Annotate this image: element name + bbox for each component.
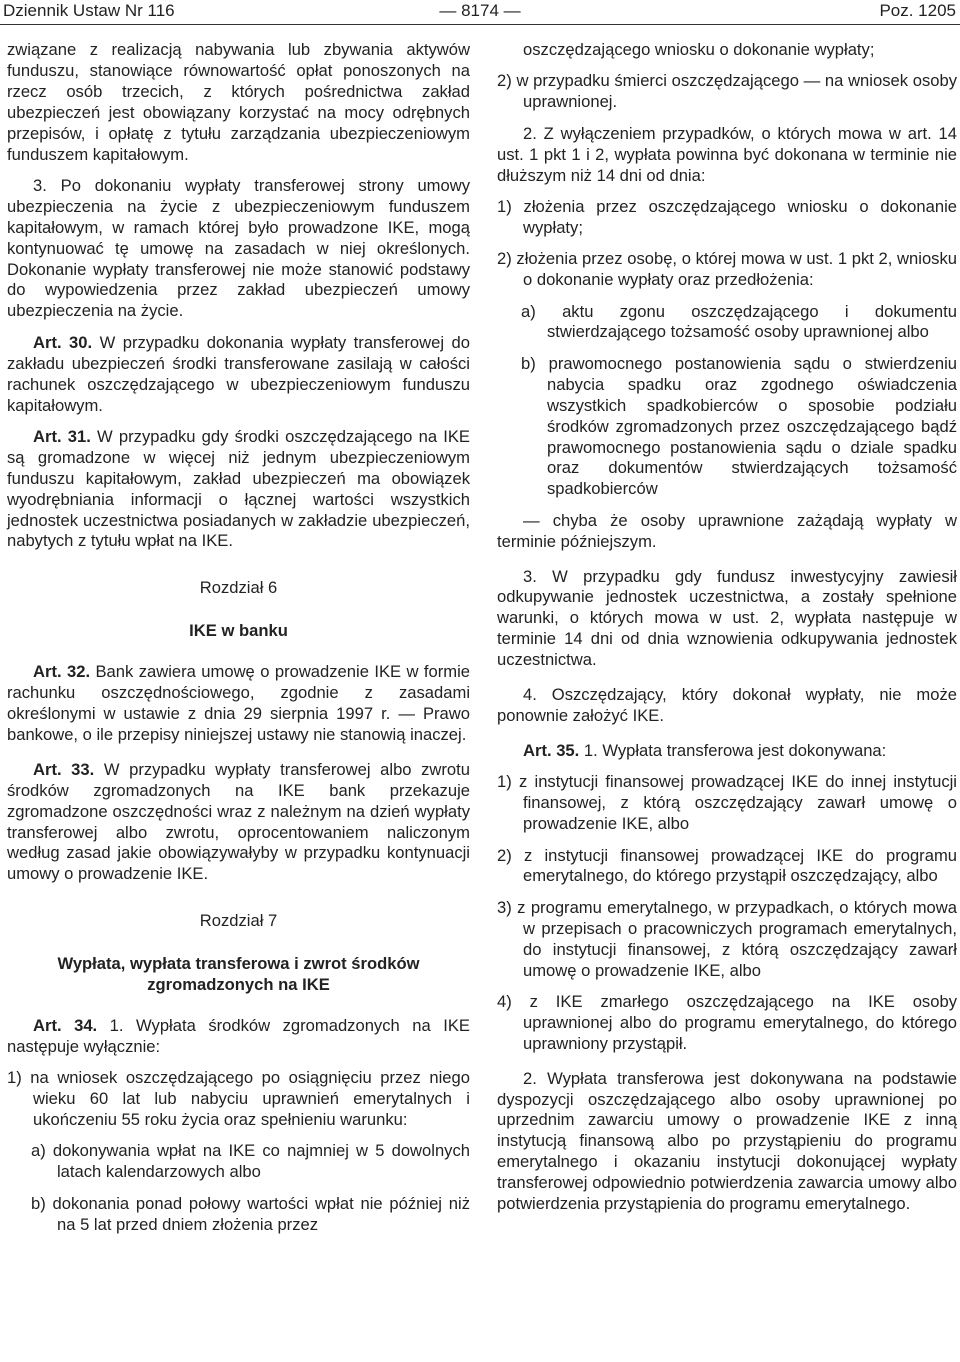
article-35: [497, 741, 957, 762]
list-item: 4) z IKE zmarłego oszczędzającego na IKE osoby uprawnionej albo do programu emerytalnego, do którego uprawniony przystąpił.: [497, 991, 957, 1053]
paragraph: 2. Wypłata transferowa jest dokonywana na podstawie dyspozycji oszczędzającego albo osoby uprawnionej po uprzednim zawarciu umowy o prowadzenie IKE z inną instytucją finansową albo po przystąpieniu do programu emerytalnego i okazaniu instytucji dokonującej wypłaty transferowej odpowiednio potwierdzenia zawarcia umowy albo potwierdzenia przystąpienia do programu emerytalnego.: [497, 1068, 957, 1214]
article-label: Art. 33.: [33, 759, 95, 779]
list-item: 2) złożenia przez osobę, o której mowa w ust. 1 pkt 2, wniosku o dokonanie wypłaty oraz przedłożenia:: [497, 249, 957, 290]
article-label: Art. 34.: [33, 1015, 98, 1035]
article-label: Art. 31.: [33, 426, 91, 446]
page-number: — 8174 —: [439, 1, 521, 20]
right-column: [497, 40, 957, 1226]
list-subitem: b) dokonania ponad połowy wartości wpłat nie później niż na 5 lat przed dniem złożenia przez: [31, 1193, 470, 1234]
article-33: [7, 760, 470, 885]
article-32: [7, 662, 470, 746]
chapter-heading: Rozdział 6: [199, 578, 278, 598]
list-item: 1) złożenia przez oszczędzającego wniosku o dokonanie wypłaty;: [497, 196, 957, 237]
article-34: [7, 1016, 470, 1058]
paragraph: 3. Po dokonaniu wypłaty transferowej strony umowy ubezpieczenia na życie z ubezpieczeniowym funduszem kapitałowym, w ramach której było prowadzone IKE, mogą kontynuować tę umowę na zasadach w niej określonych. Dokonanie wypłaty transferowej nie może stanowić podstawy do wypowiedzenia przez zakład ubezpieczeń umowy ubezpieczenia na życie.: [7, 175, 470, 321]
journal-name: Dziennik Ustaw Nr 116: [3, 1, 175, 20]
article-text: W przypadku dokonania wypłaty transferowej do zakładu ubezpieczeń środki transferowane zasilają w całości rachunek oszczędzającego w ubezpieczeniowym funduszu kapitałowym.: [7, 332, 471, 415]
chapter-heading: Rozdział 7: [199, 911, 278, 931]
article-text: 1. Wypłata transferowa jest dokonywana:: [579, 740, 887, 760]
list-item: 2) z instytucji finansowej prowadzącej IKE do programu emerytalnego, do którego przystąpił oszczędzający, albo: [497, 845, 957, 886]
list-subitem: a) dokonywania wpłat na IKE co najmniej w 5 dowolnych latach kalendarzowych albo: [31, 1141, 470, 1182]
list-item: 1) na wniosek oszczędzającego po osiągnięciu przez niego wieku 60 lat lub nabyciu uprawnień emerytalnych i ukończeniu 55 roku życia oraz spełnieniu warunku:: [7, 1068, 470, 1130]
paragraph: 2. Z wyłączeniem przypadków, o których mowa w art. 14 ust. 1 pkt 1 i 2, wypłata powinna być dokonana w terminie nie dłuższym niż 14 dni od dnia:: [497, 123, 957, 185]
list-subitem: b) prawomocnego postanowienia sądu o stwierdzeniu nabycia spadku oraz zgodnego oświadczenia wszystkich spadkobierców o sposobie podziału środków zgromadzonych przez oszczędzającego bądź prawomocnego postanowienia sądu o dziale spadku oraz dokumentów stwierdzających tożsamość spadkobierców: [521, 353, 957, 499]
article-text: Bank zawiera umowę o prowadzenie IKE w formie rachunku oszczędnościowego, zgodnie z zasadami określonymi w ustawie z dnia 29 sierpnia 1997 r. — Prawo bankowe, o ile przepisy niniejszej ustawy nie stanowią inaczej.: [7, 662, 470, 744]
paragraph: 3. W przypadku gdy fundusz inwestycyjny zawiesił odkupywanie jednostek uczestnictwa, a zostały spełnione warunki, o których mowa w ust. 2, wypłata następuje w terminie 14 dni od dnia wznowienia odkupywania jednostek uczestnictwa.: [497, 566, 957, 670]
article-text: W przypadku wypłaty transferowej albo zwrotu środków zgromadzonych na IKE bank przekazuje zgromadzone oszczędności wraz z należnym na dzień wypłaty transferowej albo zwrotu, oprocentowaniem naliczonym według zasad jakie obowiązywałyby w przypadku kontynuacji umowy o prowadzenie IKE.: [7, 759, 470, 884]
article-31: [7, 427, 470, 552]
article-label: Art. 35.: [523, 740, 580, 760]
header-rule: [0, 24, 960, 25]
list-subitem: a) aktu zgonu oszczędzającego i dokumentu stwierdzającego tożsamość osoby uprawnionej albo: [521, 301, 957, 342]
list-item: 1) z instytucji finansowej prowadzącej IKE do innej instytucji finansowej, z którą oszczędzający zawarł umowę o prowadzenie IKE, albo: [497, 772, 957, 834]
article-text: 1. Wypłata środków zgromadzonych na IKE następuje wyłącznie:: [7, 1015, 470, 1056]
left-column: [7, 40, 470, 1246]
chapter-title: IKE w banku: [189, 621, 288, 641]
article-label: Art. 30.: [33, 332, 93, 352]
list-item: 3) z programu emerytalnego, w przypadkach, o których mowa w przepisach o pracowniczych programach emerytalnych, do instytucji finansowej, z którą oszczędzający zawarł umowę o prowadzenie IKE, albo: [497, 897, 957, 980]
article-text: W przypadku gdy środki oszczędzającego na IKE są gromadzone w więcej niż jednym ubezpieczeniowym funduszu kapitałowym, zakład ubezpieczeń ma obowiązek wyodrębniania informacji o łącznej wartości wszystkich jednostek uczestnictwa posiadanych w zakładzie ubezpieczeń, nabytych z tytułu wpłat na IKE.: [7, 426, 471, 551]
list-continuation: oszczędzającego wniosku o dokonanie wypłaty;: [523, 40, 875, 59]
page-header: [0, 0, 960, 24]
list-item: 2) w przypadku śmierci oszczędzającego — na wniosek osoby uprawnionej.: [497, 71, 957, 112]
chapter-title: Wypłata, wypłata transferowa i zwrot środków zgromadzonych na IKE: [57, 954, 420, 995]
position-number: Poz. 1205: [879, 1, 956, 20]
paragraph: — chyba że osoby uprawnione zażądają wypłaty w terminie późniejszym.: [497, 510, 957, 551]
paragraph: związane z realizacją nabywania lub zbywania aktywów funduszu, stanowiące równowartość opłat ponoszonych na rzecz osób trzecich, z których pośrednictwa zakład ubezpieczeń jest obowiązany korzystać na mocy odrębnych przepisów, i opłatę z tytułu zarządzania ubezpieczeniowym funduszem kapitałowym.: [7, 40, 470, 164]
article-label: Art. 32.: [33, 662, 91, 682]
paragraph: 4. Oszczędzający, który dokonał wypłaty, nie może ponownie założyć IKE.: [497, 685, 957, 725]
article-30: [7, 333, 470, 417]
